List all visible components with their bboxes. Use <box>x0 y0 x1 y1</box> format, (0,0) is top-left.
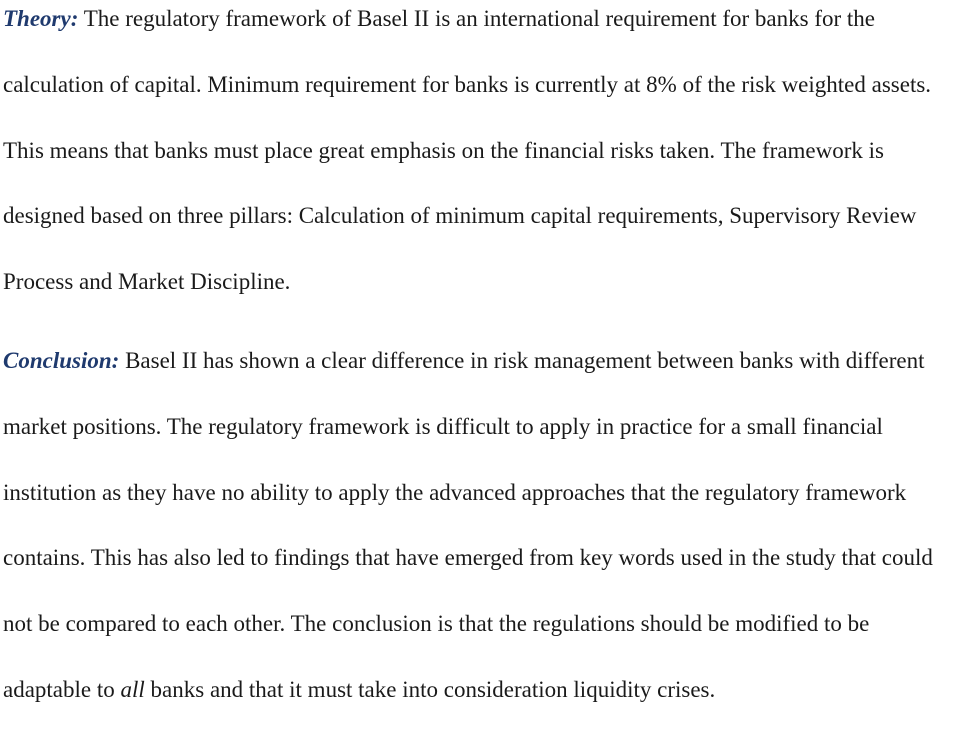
conclusion-paragraph <box>3 328 960 723</box>
theory-paragraph <box>3 0 960 315</box>
theory-text: The regulatory framework of Basel II is an international requirement for banks for the calculation of capital. Minimum requirement for banks is currently at 8% of the risk weighted assets. This means that banks must place great emphasis on the financial risks taken. The framework is designed based on three pillars: Calculation of minimum capital requirements, Supervisory Review Process and Market Discipline. <box>3 6 932 295</box>
conclusion-label: Conclusion: <box>3 347 120 373</box>
theory-label: Theory: <box>3 6 79 31</box>
conclusion-text-after: banks and that it must take into consideration liquidity crises. <box>144 676 716 702</box>
conclusion-emphasis: all <box>120 676 145 702</box>
conclusion-text-before: Basel II has shown a clear difference in risk management between banks with different market positions. The regulatory framework is difficult to apply in practice for a small financial institution as they have no ability to apply the advanced approaches that the regulatory framework contains. This has also led to findings that have emerged from key words used in the study that could not be compared to each other. The conclusion is that the regulations should be modified to be adaptable to <box>3 347 933 702</box>
